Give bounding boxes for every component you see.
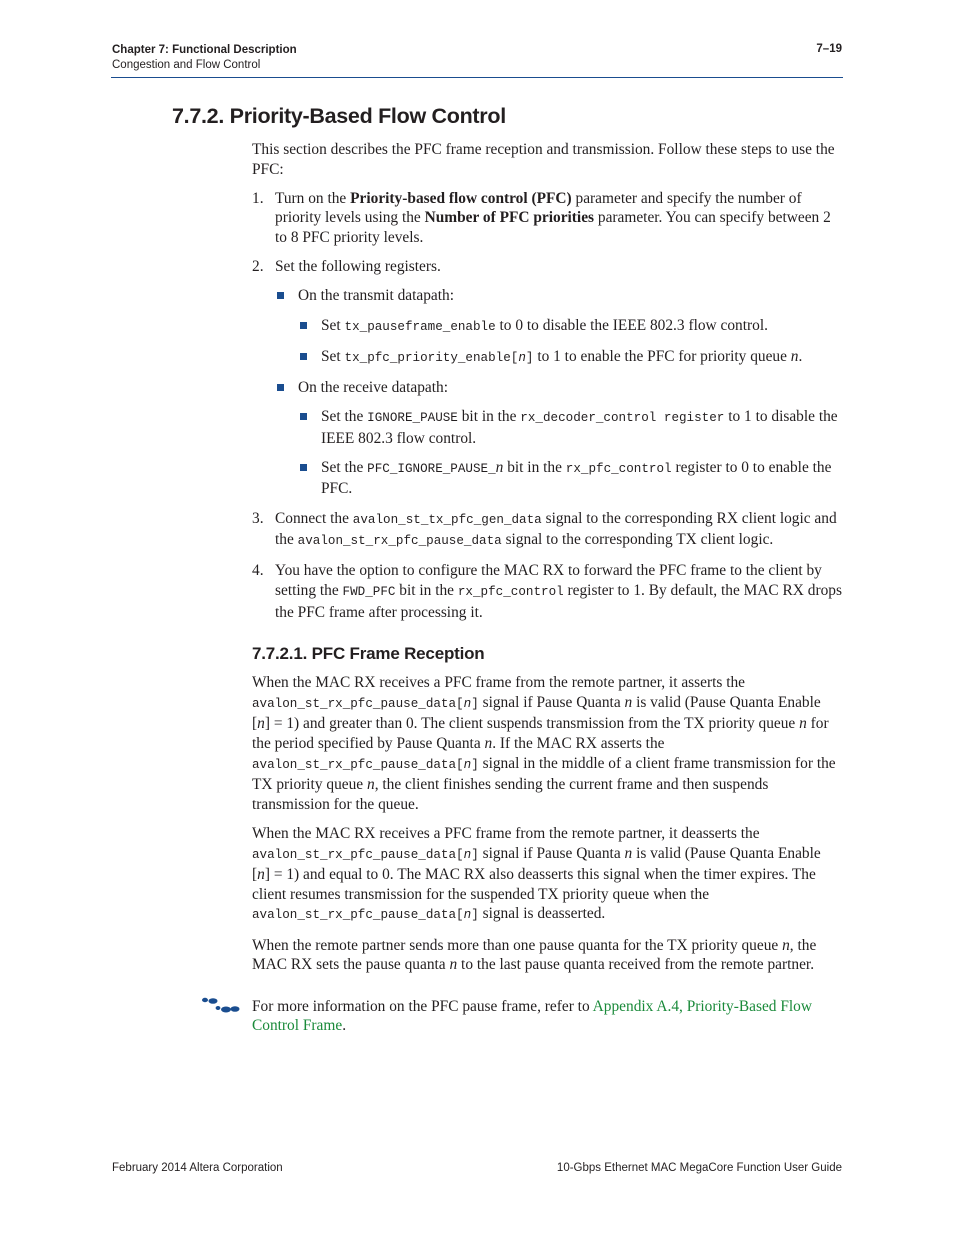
text: Set: [321, 316, 345, 334]
footer-left: February 2014 Altera Corporation: [112, 1162, 283, 1174]
subsection-title: 7.7.2.1. PFC Frame Reception: [252, 644, 485, 664]
bullet-square-icon: [300, 322, 307, 329]
variable: n: [463, 908, 472, 923]
variable: n: [449, 956, 458, 974]
signal-name: ]: [471, 908, 479, 923]
text: You have the option to configure the MAC RX to forward the PFC frame to the client by setting the: [275, 562, 822, 600]
text: for the period specified by Pause Quanta: [252, 715, 829, 752]
bullet-square-icon: [300, 353, 307, 360]
reception-paragraph-3: [252, 936, 842, 975]
text: bit in the: [503, 458, 566, 476]
text: Set the: [321, 458, 368, 476]
text: signal to the corresponding RX client logic and the: [275, 509, 837, 549]
step-number: 2.: [252, 258, 264, 276]
text: , the MAC RX sets the pause quanta: [252, 936, 817, 974]
main-content: [252, 140, 842, 1036]
reception-paragraph-1: [252, 673, 842, 814]
variable: n: [484, 735, 493, 752]
step-2: [252, 257, 842, 499]
register-name: FWD_PFC: [342, 585, 396, 600]
text: For more information on the PFC pause frame, refer to: [252, 997, 593, 1015]
list-item: [298, 316, 842, 338]
step-number: 3.: [252, 509, 264, 527]
parameter-name: Priority-based flow control (PFC): [350, 189, 572, 207]
text: Set the following registers.: [275, 258, 441, 276]
text: to 0 to disable the IEEE 802.3 flow control.: [495, 316, 768, 334]
text: Connect the: [275, 509, 353, 527]
variable: n: [518, 350, 526, 365]
signal-name: avalon_st_rx_pfc_pause_data[: [252, 847, 464, 862]
variable: n: [463, 757, 472, 772]
text: bit in the: [395, 582, 458, 600]
text: .: [798, 347, 803, 365]
text: signal is deasserted.: [478, 905, 606, 923]
variable: n: [495, 458, 504, 476]
signal-name: avalon_st_rx_pfc_pause_data: [297, 534, 502, 549]
variable: n: [782, 936, 790, 954]
text: signal to the corresponding TX client logic.: [501, 531, 774, 549]
text: is valid (Pause Quanta Enable [: [252, 693, 821, 733]
text: signal if Pause Quanta: [478, 844, 625, 862]
text: bit in the: [457, 408, 521, 426]
text: On the transmit datapath:: [298, 287, 455, 305]
text: When the remote partner sends more than one pause quanta for the TX priority queue: [252, 936, 783, 954]
register-name: rx_pfc_control: [457, 585, 564, 600]
text: Set: [321, 347, 345, 365]
intro-paragraph: This section describes the PFC frame reception and transmission. Follow these steps to use the PFC:: [252, 141, 835, 178]
text: ] = 1) and equal to 0. The MAC RX also deasserts this signal when the timer expires. The client resumes transmission for the suspended TX priority queue when the: [252, 866, 816, 903]
running-header: [112, 43, 297, 73]
register-name: tx_pfc_priority_enable[: [344, 350, 519, 365]
variable: n: [799, 715, 807, 733]
variable: n: [463, 696, 472, 711]
step-number: 4.: [252, 562, 264, 580]
section-name: Congestion and Flow Control: [112, 59, 261, 71]
transmit-datapath-item: [275, 286, 842, 368]
appendix-link[interactable]: Appendix A.4, Priority-Based Flow Control Frame: [252, 997, 812, 1035]
signal-name: avalon_st_rx_pfc_pause_data[: [252, 757, 464, 772]
datapath-list: [275, 286, 842, 499]
footer-right: 10-Gbps Ethernet MAC MegaCore Function User Guide: [556, 1162, 842, 1174]
text: signal if Pause Quanta: [478, 693, 625, 711]
steps-list: [252, 189, 842, 622]
reception-paragraph-2: [252, 824, 842, 926]
note: [252, 997, 842, 1036]
text: Set the: [321, 408, 368, 426]
receive-datapath-item: [275, 378, 842, 499]
page-number: 7–19: [816, 43, 842, 55]
text: to 1 to enable the PFC for priority queue: [533, 347, 791, 365]
variable: n: [257, 866, 265, 884]
register-name: IGNORE_PAUSE: [367, 411, 458, 426]
parameter-name: Number of PFC priorities: [424, 209, 595, 227]
text: . If the MAC RX asserts the: [492, 735, 665, 752]
variable: n: [624, 844, 633, 862]
signal-name: ]: [471, 696, 479, 711]
text: parameter and specify the number of priority levels using the: [275, 189, 802, 227]
register-name: PFC_IGNORE_PAUSE_: [367, 461, 496, 476]
text: When the MAC RX receives a PFC frame from the remote partner, it deasserts the: [252, 824, 760, 842]
transmit-register-list: [298, 316, 842, 369]
text: is valid (Pause Quanta Enable [: [252, 844, 821, 884]
text: register to 1. By default, the MAC RX drops the PFC frame after processing it.: [275, 582, 842, 621]
variable: n: [257, 715, 265, 733]
text: ] = 1) and greater than 0. The client suspends transmission from the TX priority queue: [264, 715, 800, 733]
variable: n: [790, 347, 799, 365]
section-title: 7.7.2. Priority-Based Flow Control: [172, 104, 506, 128]
text: .: [342, 1017, 347, 1035]
step-3: [252, 509, 842, 552]
receive-register-list: [298, 407, 842, 499]
signal-name: avalon_st_rx_pfc_pause_data[: [252, 696, 464, 711]
text: register to 0 to enable the PFC.: [321, 458, 832, 498]
list-item: [298, 347, 842, 369]
bullet-square-icon: [300, 413, 307, 420]
text: On the receive datapath:: [298, 378, 448, 396]
list-item: [298, 458, 842, 499]
register-name: tx_pauseframe_enable: [344, 319, 496, 334]
header-rule: [111, 77, 843, 78]
footsteps-note-icon: [200, 997, 240, 1013]
text: , the client finishes sending the current frame and then suspends transmission for the queue.: [252, 776, 769, 813]
variable: n: [463, 847, 472, 862]
register-name: ]: [525, 350, 534, 365]
signal-name: avalon_st_tx_pfc_gen_data: [352, 512, 542, 527]
signal-name: ]: [471, 847, 479, 862]
text: parameter. You can specify between 2 to 8 PFC priority levels.: [275, 209, 831, 246]
variable: n: [624, 693, 633, 711]
register-name: rx_pfc_control: [565, 461, 672, 476]
bullet-square-icon: [300, 464, 307, 471]
step-4: [252, 561, 842, 622]
bullet-square-icon: [277, 384, 284, 391]
text: to 1 to disable the IEEE 802.3 flow control.: [321, 408, 838, 447]
chapter-title: Chapter 7: Functional Description: [112, 44, 297, 56]
signal-name: ]: [471, 757, 479, 772]
register-name: rx_decoder_control register: [520, 411, 725, 426]
text: When the MAC RX receives a PFC frame from the remote partner, it asserts the: [252, 674, 746, 692]
text: to the last pause quanta received from the remote partner.: [457, 956, 815, 974]
list-item: [298, 407, 842, 448]
text: signal in the middle of a client frame transmission for the TX priority queue: [252, 754, 836, 794]
text: Turn on the: [275, 189, 351, 207]
signal-name: avalon_st_rx_pfc_pause_data[: [252, 908, 464, 923]
step-1: [252, 189, 842, 248]
bullet-square-icon: [277, 292, 284, 299]
variable: n: [366, 776, 375, 794]
step-number: 1.: [252, 189, 264, 207]
